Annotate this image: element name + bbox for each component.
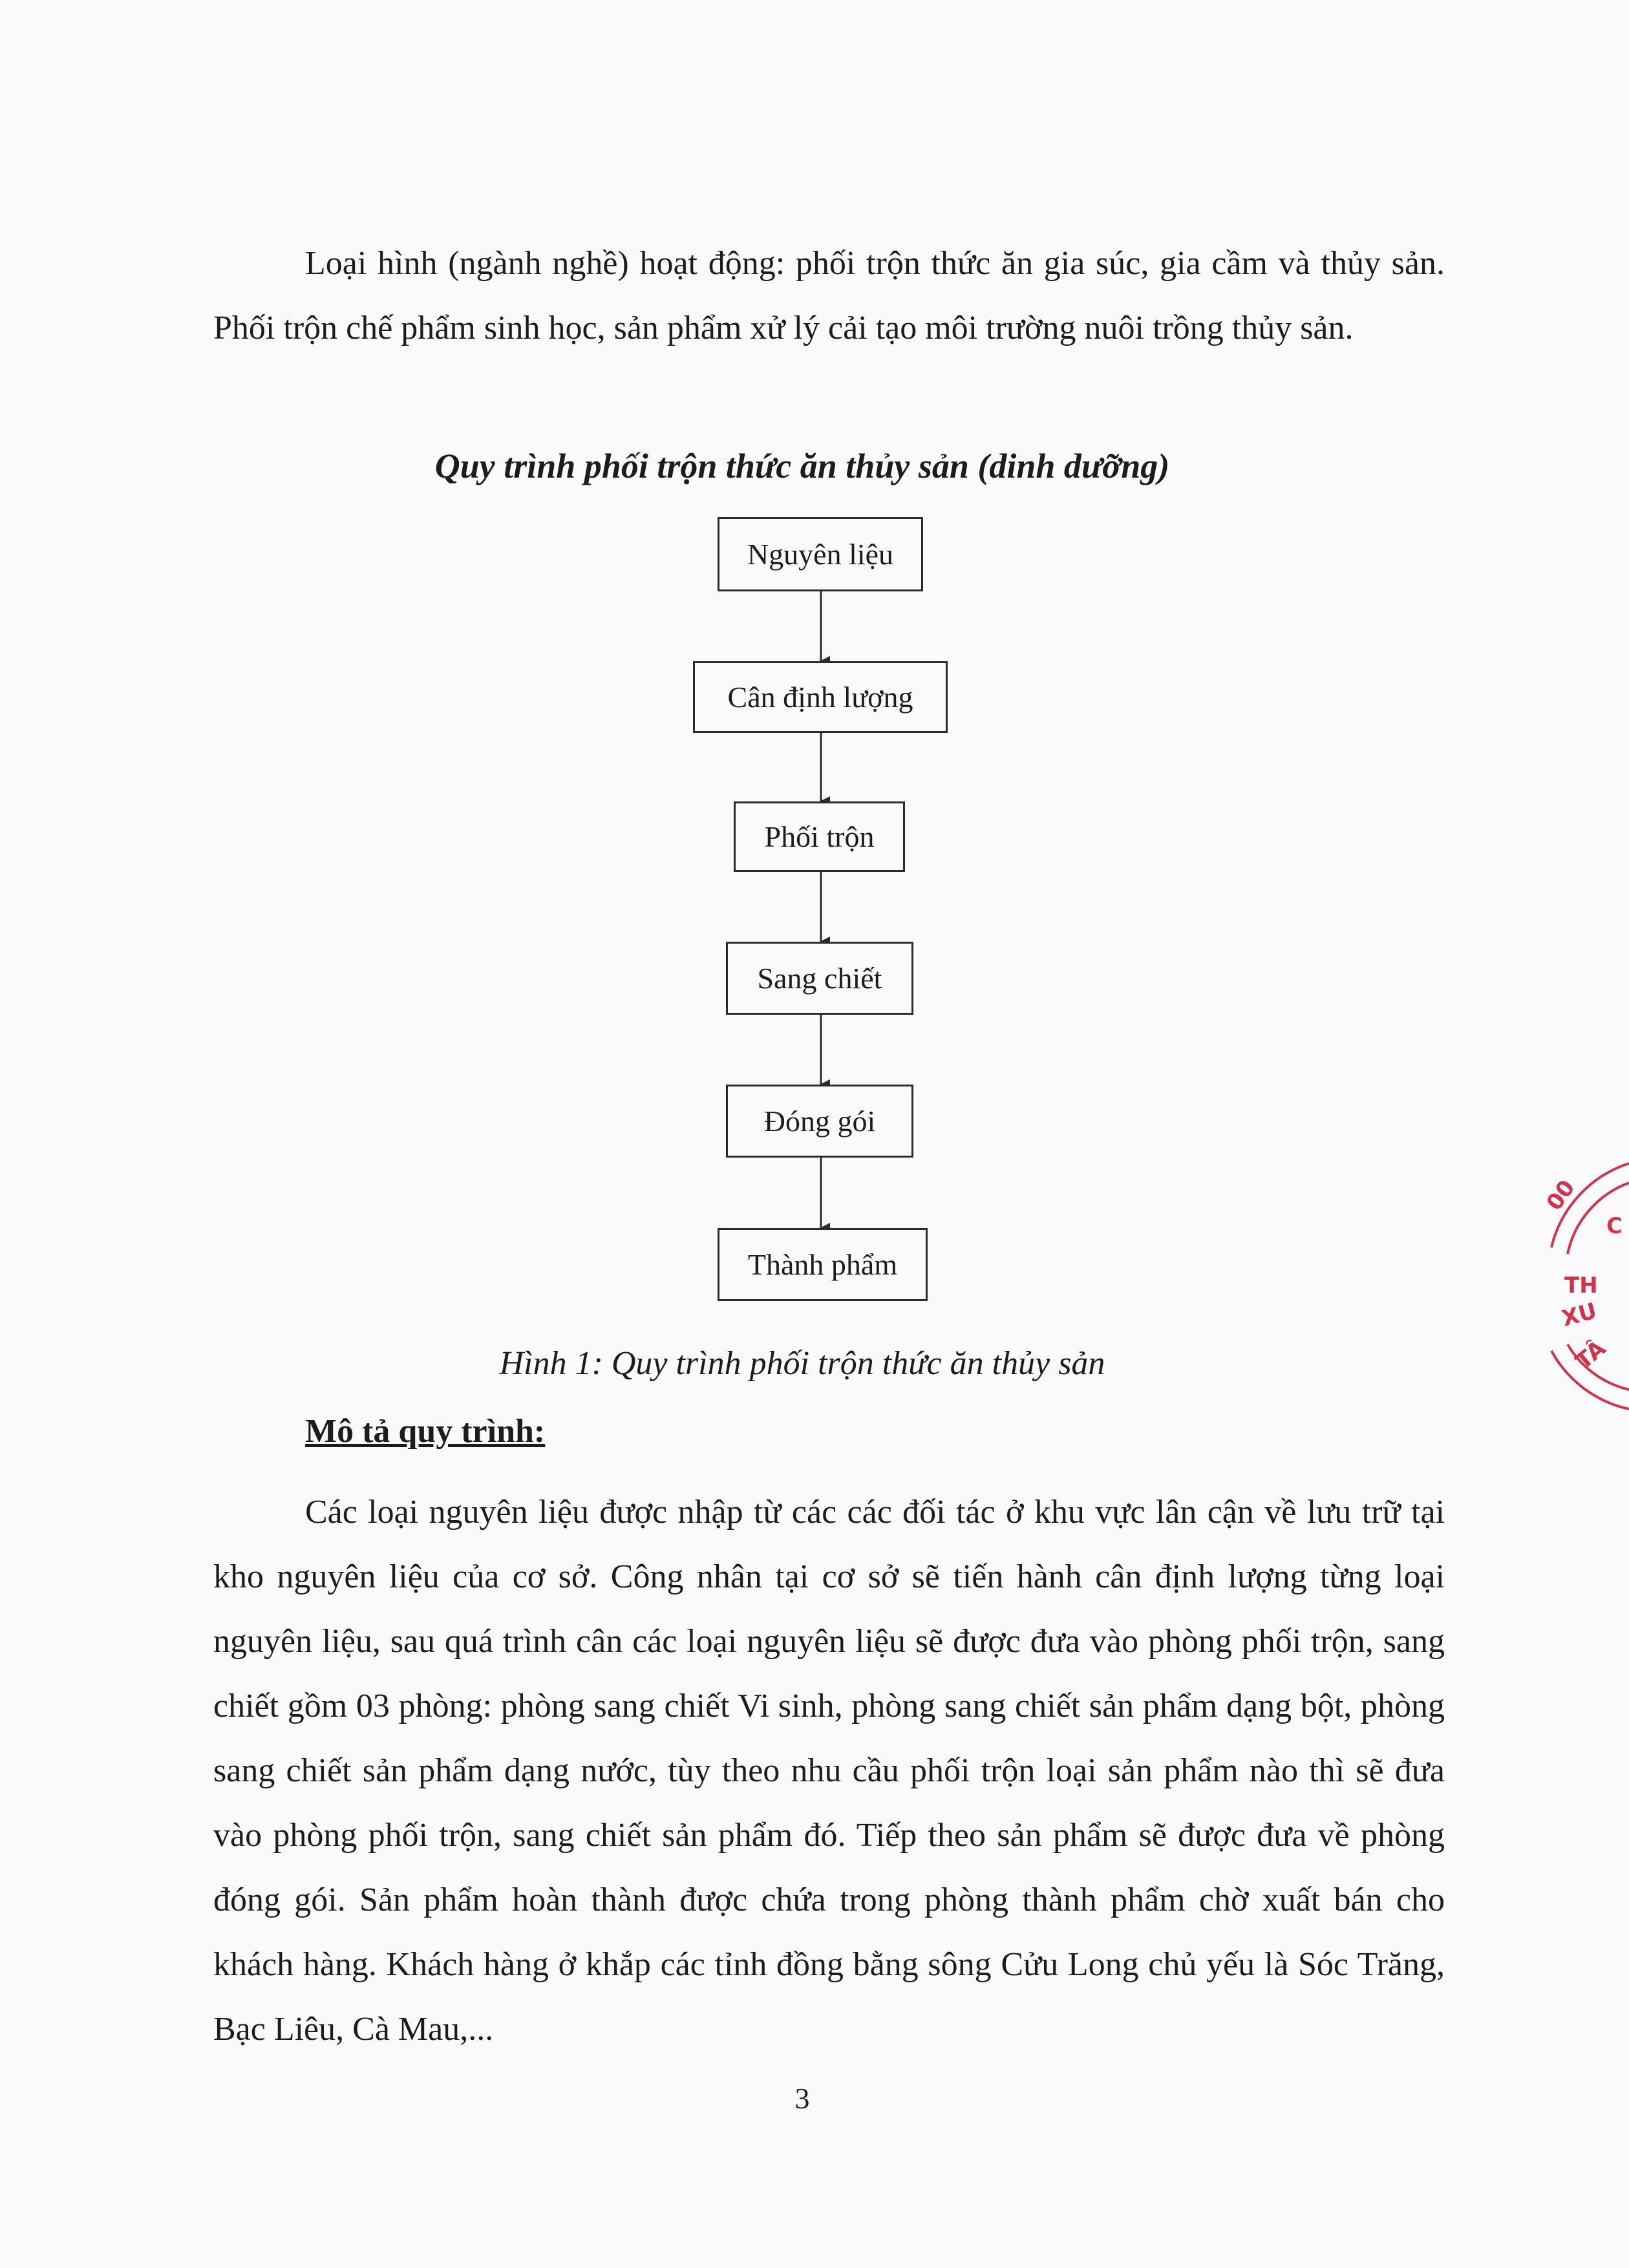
svg-text:TH: TH — [1564, 1273, 1598, 1298]
intro-paragraph: Loại hình (ngành nghề) hoạt động: phối trộn thức ăn gia súc, gia cầm và thủy sản. Phối trộn chế phẩm sinh học, sản phẩm xử lý cải tạo môi trường nuôi trồng thủy sản. — [213, 245, 1445, 346]
flowchart-step-can-dinh-luong — [693, 661, 948, 733]
svg-text:00: 00 — [1541, 1175, 1581, 1216]
company-stamp — [1538, 1150, 1629, 1409]
flowchart-step-label: Sang chiết — [757, 962, 882, 995]
description-paragraph: Các loại nguyên liệu được nhập từ các các đối tác ở khu vực lân cận về lưu trữ tại kho nguyên liệu của cơ sở. Công nhân tại cơ sở sẽ tiến hành cân định lượng từng loại nguyên liệu, sau quá trình cân các loại nguyên liệu sẽ được đưa vào phòng phối trộn, sang chiết gồm 03 phòng: phòng sang chiết Vi sinh, phòng sang chiết sản phẩm dạng bột, phòng sang chiết sản phẩm dạng nước, tùy theo nhu cầu phối trộn loại sản phẩm nào thì sẽ đưa vào phòng phối trộn, sang chiết sản phẩm đó. Tiếp theo sản phẩm sẽ được đưa về phòng đóng gói. Sản phẩm hoàn thành được chứa trong phòng thành phẩm chờ xuất bán cho khách hàng. Khách hàng ở khắp các tỉnh đồng bằng sông Cửu Long chủ yếu là Sóc Trăng, Bạc Liêu, Cà Mau,... — [213, 1494, 1445, 2048]
flowchart-step-label: Cân định lượng — [727, 681, 913, 714]
flowchart-step-thanh-pham — [718, 1228, 928, 1301]
flowchart-step-sang-chiet — [726, 942, 913, 1015]
flowchart-step-nguyen-lieu — [718, 517, 923, 591]
figure-caption: Hình 1: Quy trình phối trộn thức ăn thủy sản — [499, 1345, 1105, 1382]
diagram-title: Quy trình phối trộn thức ăn thủy sản (dinh dưỡng) — [434, 447, 1170, 485]
flowchart-step-dong-goi — [726, 1085, 913, 1158]
flowchart-step-label: Thành phẩm — [747, 1248, 898, 1281]
svg-text:C: C — [1606, 1213, 1623, 1239]
flowchart-step-phoi-tron — [734, 801, 905, 872]
page-number: 3 — [794, 2082, 810, 2115]
flowchart-step-label: Phối trộn — [764, 820, 875, 853]
svg-text:TÂ: TÂ — [1571, 1335, 1611, 1375]
section-heading: Mô tả quy trình: — [305, 1413, 546, 1450]
flowchart-step-label: Nguyên liệu — [747, 538, 894, 571]
svg-text:XU: XU — [1559, 1298, 1600, 1332]
flowchart-step-label: Đóng gói — [763, 1105, 876, 1138]
